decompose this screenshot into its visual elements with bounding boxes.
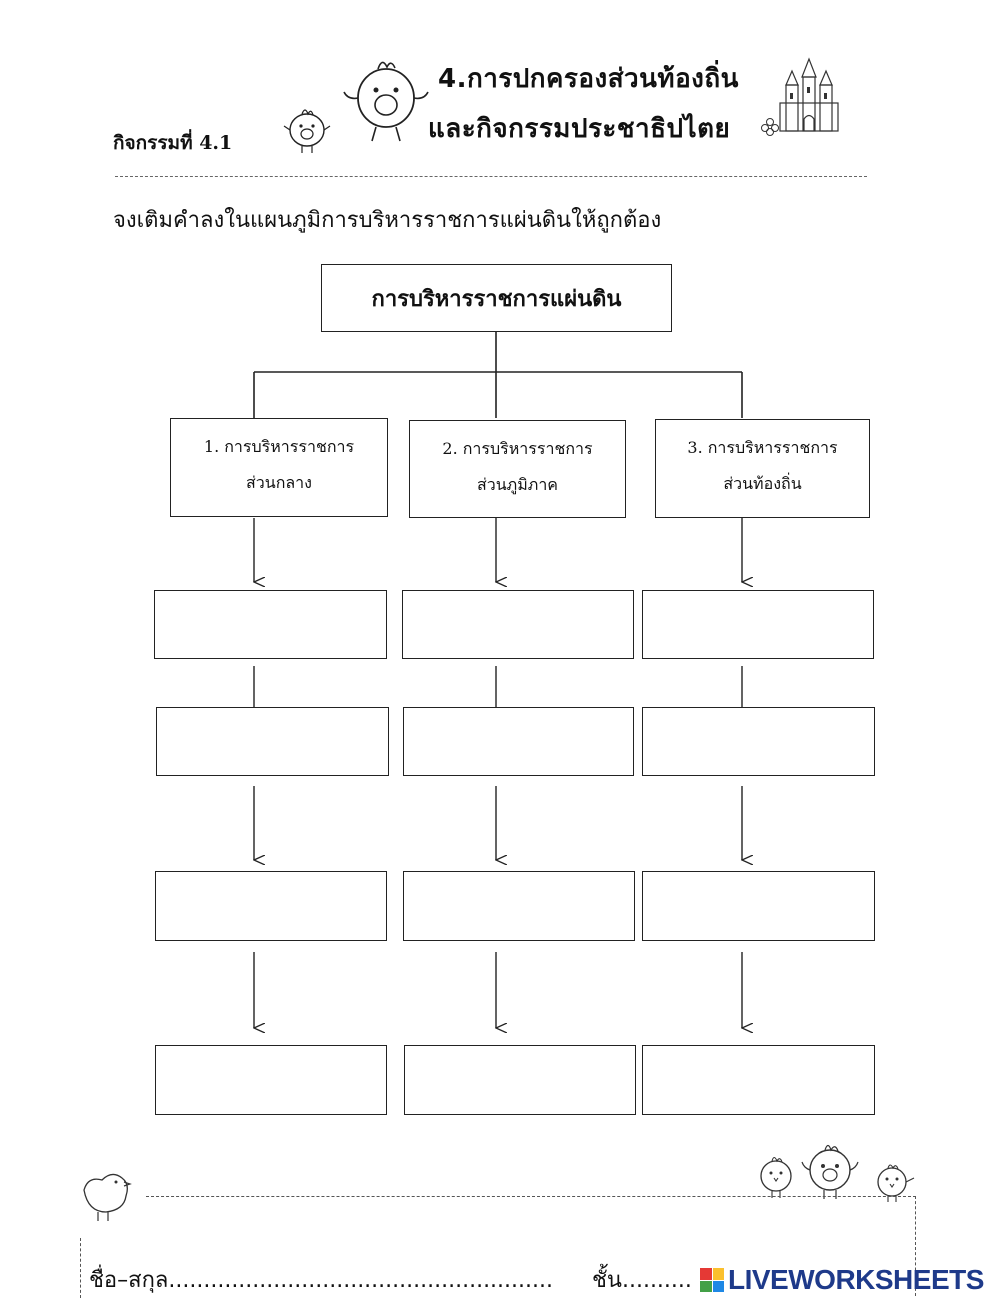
page-title-line2: และกิจกรรมประชาธิปไตย (428, 114, 731, 144)
hen-icon (76, 1168, 136, 1224)
footer-chick-right-icon (868, 1158, 918, 1204)
footer-chick-left-icon (752, 1150, 800, 1200)
footer-chick-middle-icon (800, 1138, 860, 1202)
answer-box-local-3[interactable] (642, 871, 875, 941)
watermark-text: LIVEWORKSHEETS (728, 1264, 984, 1295)
branch-local-line1: 3. การบริหารราชการ (687, 438, 838, 457)
logo-square-green (700, 1281, 712, 1293)
logo-square-yellow (713, 1268, 725, 1280)
answer-box-regional-2[interactable] (403, 707, 634, 776)
answer-box-local-4[interactable] (642, 1045, 875, 1115)
branch-regional-line1: 2. การบริหารราชการ (442, 439, 593, 458)
answer-box-central-4[interactable] (155, 1045, 387, 1115)
chart-branch-local (655, 419, 870, 518)
instruction-text: จงเติมคำลงในแผนภูมิการบริหารราชการแผ่นดินให้ถูกต้อง (113, 208, 662, 233)
answer-box-regional-3[interactable] (403, 871, 635, 941)
branch-local-line2: ส่วนท้องถิ่น (723, 474, 802, 493)
page-title-line1: 4.การปกครองส่วนท้องถิ่น (438, 64, 739, 94)
answer-box-central-1[interactable] (154, 590, 387, 659)
branch-regional-line2: ส่วนภูมิภาค (476, 475, 558, 494)
answer-box-central-2[interactable] (156, 707, 389, 776)
student-name-field[interactable]: ชื่อ–สกุล....................................................... (89, 1268, 553, 1293)
chart-root-box: การบริหารราชการแผ่นดิน (321, 264, 672, 332)
liveworksheets-logo-icon (700, 1268, 724, 1292)
footer-dashed-left (80, 1238, 81, 1298)
logo-square-blue (713, 1281, 725, 1293)
answer-box-local-1[interactable] (642, 590, 874, 659)
liveworksheets-watermark[interactable] (700, 1264, 984, 1296)
footer-dashed-border (146, 1196, 916, 1197)
answer-box-central-3[interactable] (155, 871, 387, 941)
answer-box-regional-1[interactable] (402, 590, 634, 659)
branch-central-line2: ส่วนกลาง (246, 473, 312, 492)
chart-branch-central (170, 418, 388, 517)
logo-square-red (700, 1268, 712, 1280)
answer-box-regional-4[interactable] (404, 1045, 636, 1115)
student-class-field[interactable]: ชั้น.......... (592, 1268, 692, 1293)
branch-central-line1: 1. การบริหารราชการ (203, 437, 355, 456)
chart-branch-regional (409, 420, 626, 518)
answer-box-local-2[interactable] (642, 707, 875, 776)
activity-label: กิจกรรมที่ 4.1 (113, 132, 233, 154)
